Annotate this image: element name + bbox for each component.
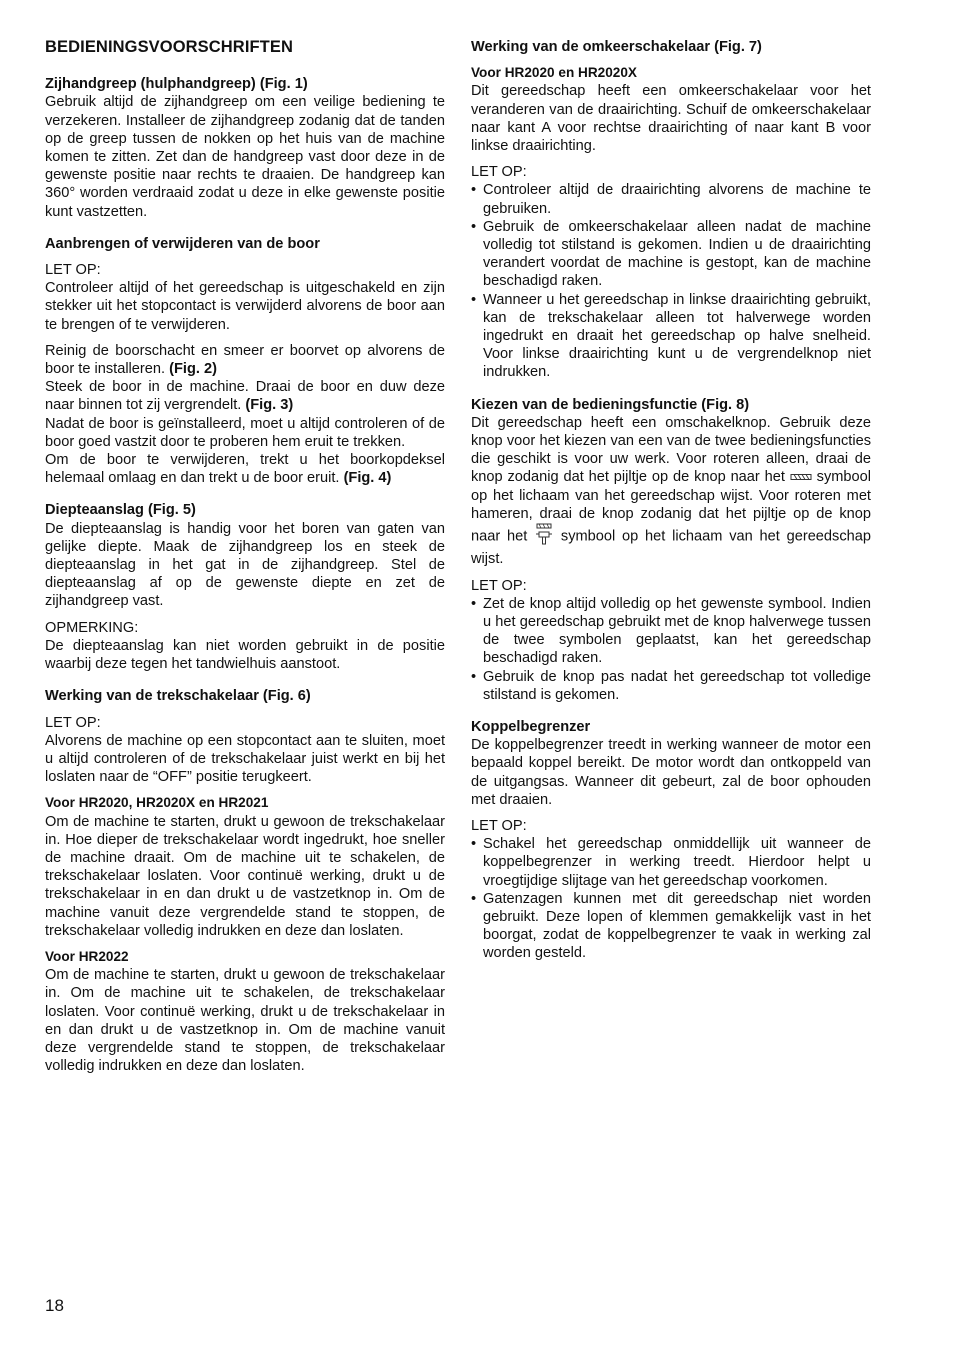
subheading: Voor HR2020 en HR2020X xyxy=(471,65,637,81)
list-item: • Gebruik de knop pas nadat het gereedschap tot volledige stilstand is gekomen. xyxy=(471,668,871,704)
fig-ref: (Fig. 3) xyxy=(245,397,294,414)
section-install-bit xyxy=(45,235,445,488)
note-label: OPMERKING: xyxy=(45,619,139,636)
section-action-mode xyxy=(471,396,871,704)
right-column xyxy=(471,38,871,977)
note-text: De diepteaanslag kan niet worden gebruikt in de positie waarbij deze tegen het tandwielhuis aanstoot. xyxy=(45,637,445,673)
page-number: 18 xyxy=(45,1296,64,1315)
caution-label: LET OP: xyxy=(471,577,527,594)
section-body: De koppelbegrenzer treedt in werking wanneer de motor een bepaald koppel bereikt. De motor wordt dan ontkoppeld van de uitgangsas. Wanneer dit gebeurt, zal de boor ophouden met draaien. xyxy=(471,737,871,808)
section-body: Om de machine te starten, drukt u gewoon de trekschakelaar in. Om de machine uit te schakelen, de trekschakelaar loslaten. Voor continuë werking, drukt u de trekschakelaar in en dan drukt u de vastzetknop in. Om de machine vanuit deze vergrendelde stand te stoppen, de trekschakelaar volledig indrukken en deze dan loslaten. xyxy=(45,967,445,1075)
page-title: BEDIENINGSVOORSCHRIFTEN xyxy=(45,38,293,56)
section-body: Dit gereedschap heeft een omschakelknop. Gebruik deze knop voor het kiezen van een van de twee bedieningsfuncties die geschikt is voor uw werk. Voor roteren alleen, draai de knop zodanig dat het pijltje op de knop naar het symbool op het lichaam van het gereedschap wijst. Voor roteren met hameren, draai de knop zodanig dat het pijltje op de knop naar het symbool op het lichaam van het gereedschap wijst. xyxy=(471,414,871,568)
fig-ref: (Fig. 4) xyxy=(343,470,392,487)
list-item: • Schakel het gereedschap onmiddellijk uit wanneer de koppelbegrenzer in werking treedt. Hierdoor helpt u vroegtijdige slijtage van het gereedschap voorkomen. xyxy=(471,835,871,890)
caution-text: Controleer altijd of het gereedschap is uitgeschakeld en zijn stekker uit het stopcontact is verwijderd alvorens de boor aan te brengen of te verwijderen. xyxy=(45,280,445,333)
list-item: • Wanneer u het gereedschap in linkse draairichting gebruikt, kan de trekschakelaar alleen tot halverwege worden ingedrukt en draait het gereedschap op halve snelheid. Voor linkse draairichting kunt u de vergrendelknop niet indrukken. xyxy=(471,291,871,382)
section-heading: Werking van de trekschakelaar (Fig. 6) xyxy=(45,688,311,705)
fig-ref: (Fig. 2) xyxy=(169,361,217,378)
section-heading: Diepteaanslag (Fig. 5) xyxy=(45,502,196,519)
drill-bit-symbol-icon xyxy=(790,469,812,487)
paragraph: Reinig de boorschacht en smeer er boorvet op alvorens de boor te installeren. (Fig. 2) xyxy=(45,342,445,378)
paragraph: Nadat de boor is geïnstalleerd, moet u altijd controleren of de boor goed vastzit door te proberen hem eruit te trekken. xyxy=(45,415,445,450)
caution-list xyxy=(471,835,871,962)
paragraph: Steek de boor in de machine. Draai de boor en duw deze naar binnen tot zij vergrendelt. (Fig. 3) xyxy=(45,379,445,414)
section-trigger-switch xyxy=(45,687,445,1075)
subheading: Voor HR2022 xyxy=(45,948,129,964)
caution-list xyxy=(471,181,871,381)
section-body: De diepteaanslag is handig voor het boren van gaten van gelijke diepte. Maak de zijhandgreep los en steek de diepteaanslag in het gat in de zijhandgreep. Stel de diepteaanslag af op de gewenste diepte en zet de zijhandgreep vast. xyxy=(45,520,445,610)
section-body: Gebruik altijd de zijhandgreep om een veilige bediening te verzekeren. Installeer de zijhandgreep zodanig dat de tanden op de greep tussen de nokken op het huis van de machine komen te zitten. Zet dan de handgreep vast door deze in de gewenste positie naar rechts te draaien. De handgreep kan 360° worden verdraaid zodat u deze in elke gewenste positie kunt vastzetten. xyxy=(45,94,445,220)
hammer-drill-symbol-icon xyxy=(534,523,554,550)
section-heading: Aanbrengen of verwijderen van de boor xyxy=(45,235,320,252)
section-reversing-switch xyxy=(471,38,871,382)
section-side-handle xyxy=(45,75,445,221)
list-item: • Zet de knop altijd volledig op het gewenste symbool. Indien u het gereedschap gebruikt met de knop halverwege tussen de twee symbolen geplaatst, kan het gereedschap beschadigd raken. xyxy=(471,595,871,668)
list-item: • Controleer altijd de draairichting alvorens de machine te gebruiken. xyxy=(471,181,871,217)
section-depth-stop xyxy=(45,501,445,673)
caution-label: LET OP: xyxy=(471,164,527,181)
section-heading: Zijhandgreep (hulphandgreep) (Fig. 1) xyxy=(45,76,308,93)
section-heading: Werking van de omkeerschakelaar (Fig. 7) xyxy=(471,39,762,55)
section-body: Dit gereedschap heeft een omkeerschakelaar voor het veranderen van de draairichting. Schuif de omkeerschakelaar naar kant A voor rechtse draairichting of naar kant B voor linkse draairichting. xyxy=(471,83,871,155)
caution-label: LET OP: xyxy=(45,262,101,279)
section-body: Om de machine te starten, drukt u gewoon de trekschakelaar in. Hoe dieper de trekschakelaar wordt ingedrukt, hoe sneller de machine draait. Om de machine uit te schakelen, de trekschakelaar loslaten. Voor continuë werking, drukt u de trekschakelaar in en dan drukt u de vastzetknop in. Om de machine vanuit deze vergrendelde stand te stoppen, de trekschakelaar volledig indrukken en deze dan loslaten. xyxy=(45,813,445,939)
subheading: Voor HR2020, HR2020X en HR2021 xyxy=(45,795,269,811)
caution-list xyxy=(471,595,871,704)
left-column xyxy=(45,38,445,1089)
caution-label: LET OP: xyxy=(471,817,527,834)
list-item: • Gebruik de omkeerschakelaar alleen nadat de machine volledig tot stilstand is gekomen. Indien u de draairichting verandert voordat de machine is gestopt, kan de machine beschadigd raken. xyxy=(471,218,871,291)
caution-text: Alvorens de machine op een stopcontact aan te sluiten, moet u altijd controleren of de trekschakelaar juist werkt en bij het loslaten naar de “OFF” positie terugkeert. xyxy=(45,732,445,786)
section-torque-limiter xyxy=(471,718,871,963)
paragraph: Om de boor te verwijderen, trekt u het boorkopdeksel helemaal omlaag en dan trekt u de boor eruit. (Fig. 4) xyxy=(45,452,445,487)
caution-label: LET OP: xyxy=(45,714,101,731)
section-heading: Kiezen van de bedieningsfunctie (Fig. 8) xyxy=(471,396,750,413)
section-heading: Koppelbegrenzer xyxy=(471,718,591,735)
list-item: • Gatenzagen kunnen met dit gereedschap niet worden gebruikt. Deze lopen of klemmen gemakkelijk vast in het boorgat, zodat de koppelbegrenzer te vaak in werking zal worden gesteld. xyxy=(471,890,871,963)
